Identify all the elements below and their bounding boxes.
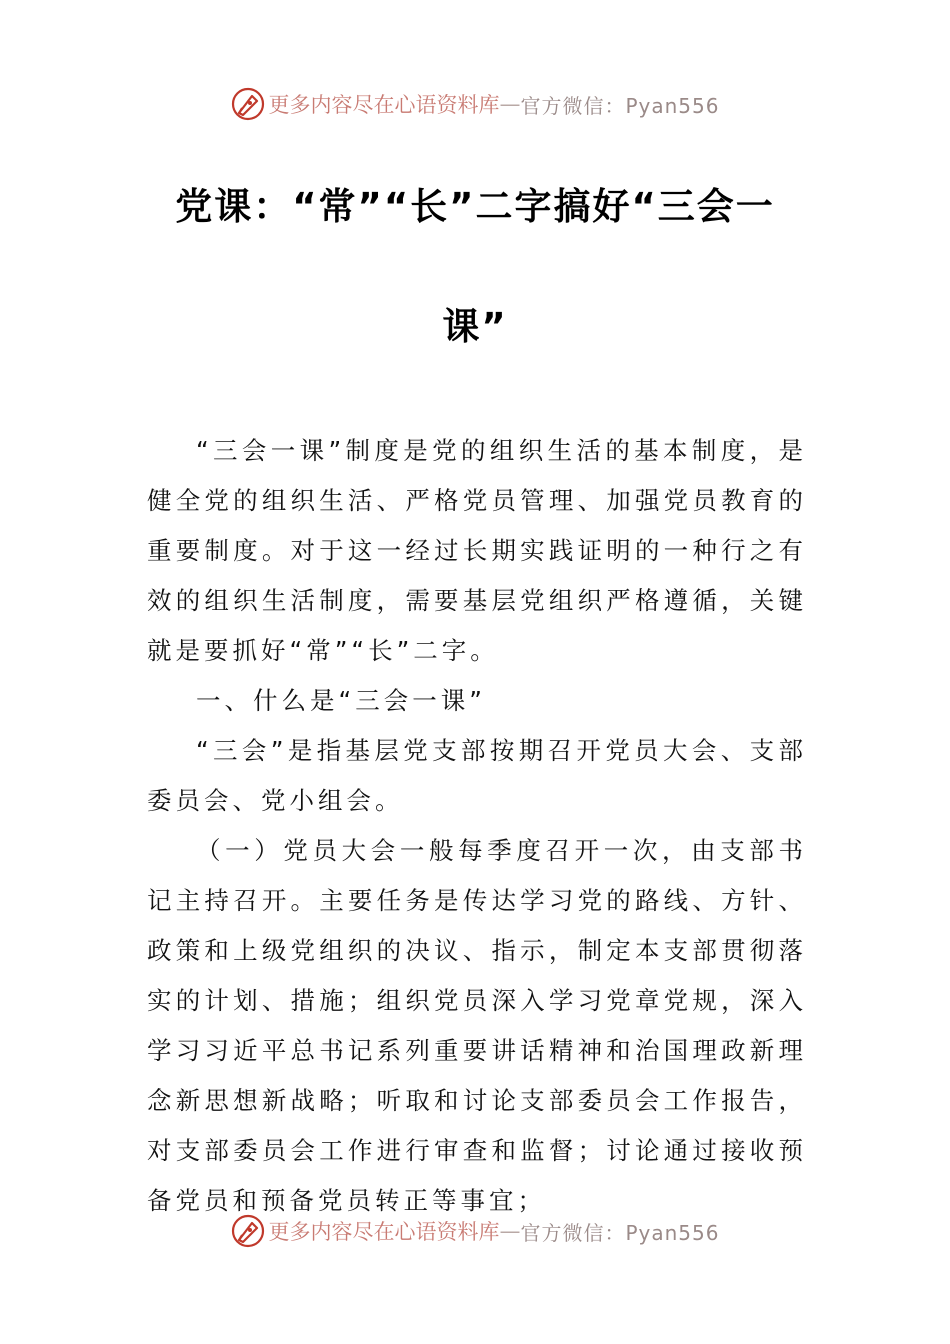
watermark-text: 更多内容尽在心语资料库: [268, 93, 500, 117]
pen-nib-logo-icon: [230, 1213, 266, 1249]
paragraph-three-meetings: “三会”是指基层党支部按期召开党员大会、支部委员会、党小组会。: [147, 736, 807, 815]
watermark-header: [0, 84, 950, 124]
watermark-separator: —: [499, 92, 521, 116]
watermark-contact: 官方微信：Pyan556: [520, 1220, 720, 1245]
section-heading: 一、什么是“三会一课”: [196, 686, 486, 715]
document-title-line-2: 课”: [442, 305, 508, 348]
paragraph-intro: “三会一课”制度是党的组织生活的基本制度，是健全党的组织生活、严格党员管理、加强党员教育的重要制度。对于这一经过长期实践证明的一种行之有效的组织生活制度，需要基层党组织严格遵循，关键就是要抓好“常”“长”二字。: [147, 436, 807, 665]
watermark-text: 更多内容尽在心语资料库: [268, 1220, 500, 1244]
document-body: [147, 426, 807, 1226]
watermark-contact: 官方微信：Pyan556: [520, 93, 720, 118]
document-title-line-1: 党课：“常”“长”二字搞好“三会一: [175, 185, 775, 228]
watermark-separator: —: [499, 1219, 521, 1243]
pen-nib-logo-icon: [230, 86, 266, 122]
paragraph-party-congress: （一）党员大会一般每季度召开一次，由支部书记主持召开。主要任务是传达学习党的路线、方针、政策和上级党组织的决议、指示，制定本支部贯彻落实的计划、措施；组织党员深入学习党章党规，深入学习习近平总书记系列重要讲话精神和治国理政新理念新思想新战略；听取和讨论支部委员会工作报告，对支部委员会工作进行审查和监督；讨论通过接收预备党员和预备党员转正等事宜；: [147, 836, 807, 1215]
watermark-footer: [0, 1211, 950, 1251]
